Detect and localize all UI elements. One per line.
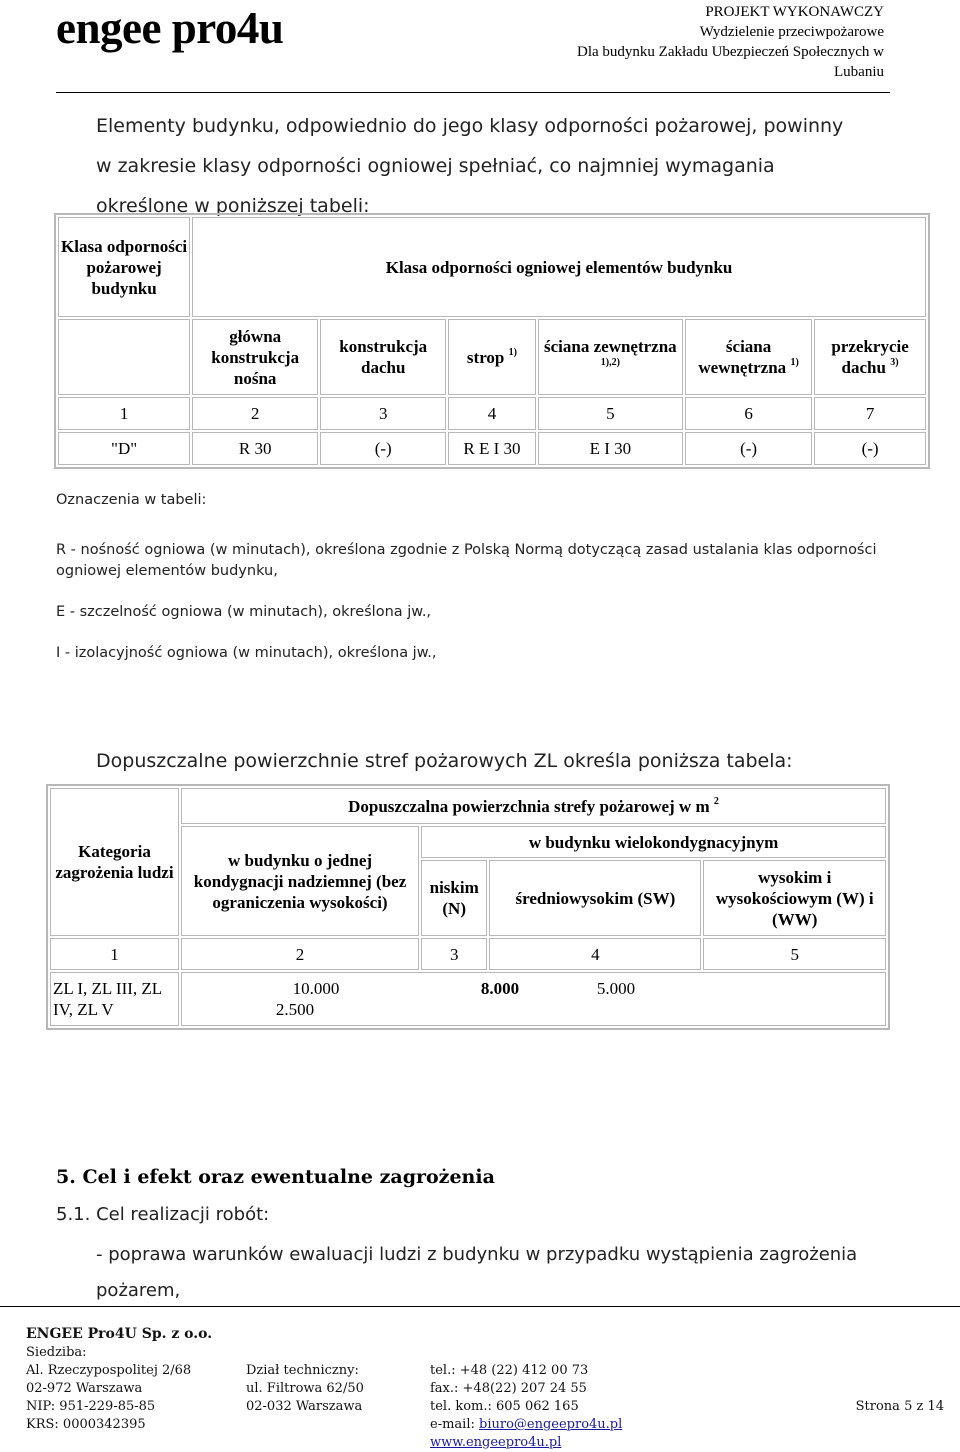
area-group-header: Dopuszczalna powierzchnia strefy pożarowej w m $^2$ — [181, 788, 886, 824]
fax: fax.: +48(22) 207 24 55 — [430, 1381, 587, 1396]
value-single: 10.000 — [292, 979, 340, 998]
footer-seat — [26, 1344, 191, 1434]
col-number: 4 — [489, 938, 701, 970]
footer-company: ENGEE Pro4U Sp. z o.o. — [26, 1326, 213, 1342]
col-number: 3 — [421, 938, 487, 970]
col-number: 1 — [50, 938, 179, 970]
fire-resistance-table — [54, 213, 930, 469]
phone: tel.: +48 (22) 412 00 73 — [430, 1363, 589, 1378]
footer-contact — [430, 1362, 622, 1452]
krs: KRS: 0000342395 — [26, 1417, 146, 1432]
multi-storey-header: w budynku wielokondygnacyjnym — [421, 826, 886, 858]
section-heading: 5. Cel i efekt oraz ewentualne zagrożenia — [56, 1166, 495, 1188]
col-number: 7 — [814, 397, 926, 430]
col-floor: strop $^{1)}$ — [448, 319, 535, 395]
col-number: 1 — [58, 397, 190, 430]
mid-high-header: średniowysokim (SW) — [489, 860, 701, 936]
value-mid: 5.000 — [596, 979, 636, 998]
document-header — [464, 2, 884, 82]
footer-tech — [246, 1362, 364, 1416]
group-header: Klasa odporności ogniowej elementów budynku — [192, 217, 926, 317]
col-number: 5 — [703, 938, 886, 970]
company-logo: engee pro4u — [56, 3, 284, 53]
seat-label: Siedziba: — [26, 1345, 87, 1360]
row-value: (-) — [685, 432, 812, 465]
legend-i: I - izolacyjność ogniowa (w minutach), określona jw., — [56, 645, 437, 661]
col-roof-structure: konstrukcja dachu — [320, 319, 446, 395]
email-link[interactable]: biuro@engeepro4u.pl — [479, 1417, 623, 1432]
row-value: (-) — [320, 432, 446, 465]
website-link[interactable]: www.engeepro4u.pl — [430, 1435, 562, 1450]
project-subtitle: Wydzielenie przeciwpożarowe — [699, 24, 884, 40]
intro-paragraph: Elementy budynku, odpowiednio do jego klasy odporności pożarowej, powinny w zakresie klasy odporności ogniowej spełniać, co najmniej wymagania określone w poniższej tabeli: — [96, 115, 844, 217]
legend-r: R - nośność ogniowa (w minutach), określona zgodnie z Polską Normą dotyczącą zasad ustalania klas odporności ogniowej elementów budynku, — [56, 542, 877, 579]
mobile: tel. kom.: 605 062 165 — [430, 1399, 579, 1414]
legend-title: Oznaczenia w tabeli: — [56, 492, 207, 508]
col-internal-wall: ściana wewnętrzna $^{1)}$ — [685, 319, 812, 395]
col-number: 2 — [181, 938, 419, 970]
col-external-wall: ściana zewnętrzna $^{1),2)}$ — [538, 319, 683, 395]
tech-label: Dział techniczny: — [246, 1363, 359, 1378]
col-number: 4 — [448, 397, 535, 430]
footer-divider — [0, 1306, 960, 1307]
tech-address-1: ul. Filtrowa 62/50 — [246, 1381, 364, 1396]
seat-address-1: Al. Rzeczypospolitej 2/68 — [26, 1363, 192, 1378]
class-header: Klasa odporności pożarowej budynku — [58, 217, 190, 317]
header-divider — [56, 92, 890, 93]
seat-address-2: 02-972 Warszawa — [26, 1381, 143, 1396]
single-storey-header: w budynku o jednej kondygnacji nadziemnej (bez ograniczenia wysokości) — [181, 826, 419, 936]
col-number: 6 — [685, 397, 812, 430]
row-value: R 30 — [192, 432, 318, 465]
building-line-2: Lubaniu — [834, 64, 884, 80]
row-value: (-) — [814, 432, 926, 465]
high-header: wysokim i wysokościowym (W) i (WW) — [703, 860, 886, 936]
tech-address-2: 02-032 Warszawa — [246, 1399, 363, 1414]
row-value: E I 30 — [538, 432, 683, 465]
page-number: Strona 5 z 14 — [855, 1399, 944, 1414]
empty-cell — [58, 319, 190, 395]
value-high: 2.500 — [275, 1000, 315, 1019]
category-header: Kategoria zagrożenia ludzi — [50, 788, 179, 936]
legend-e: E - szczelność ogniowa (w minutach), określona jw., — [56, 604, 432, 620]
col-roof-cover: przekrycie dachu $^{3)}$ — [814, 319, 926, 395]
project-type: PROJEKT WYKONAWCZY — [705, 4, 884, 20]
zone-intro-paragraph: Dopuszczalne powierzchnie stref pożarowych ZL określa poniższa tabela: — [96, 750, 793, 772]
subsection-heading: 5.1. Cel realizacji robót: — [56, 1204, 270, 1225]
col-number: 2 — [192, 397, 318, 430]
row-label: ZL I, ZL III, ZL IV, ZL V — [50, 972, 179, 1026]
col-number: 3 — [320, 397, 446, 430]
col-number: 5 — [538, 397, 683, 430]
row-value: R E I 30 — [448, 432, 535, 465]
zone-area-table — [46, 784, 890, 1030]
value-low: 8.000 — [480, 979, 520, 998]
row-values — [181, 972, 886, 1026]
bullet-item: - poprawa warunków ewaluacji ludzi z budynku w przypadku wystąpienia zagrożenia pożarem, — [96, 1244, 858, 1301]
col-main-structure: główna konstrukcja nośna — [192, 319, 318, 395]
low-header: niskim (N) — [421, 860, 487, 936]
email-line: e-mail: biuro@engeepro4u.pl — [430, 1417, 623, 1432]
building-line-1: Dla budynku Zakładu Ubezpieczeń Społecznych w — [577, 44, 884, 60]
row-value: "D" — [58, 432, 190, 465]
nip: NIP: 951-229-85-85 — [26, 1399, 156, 1414]
